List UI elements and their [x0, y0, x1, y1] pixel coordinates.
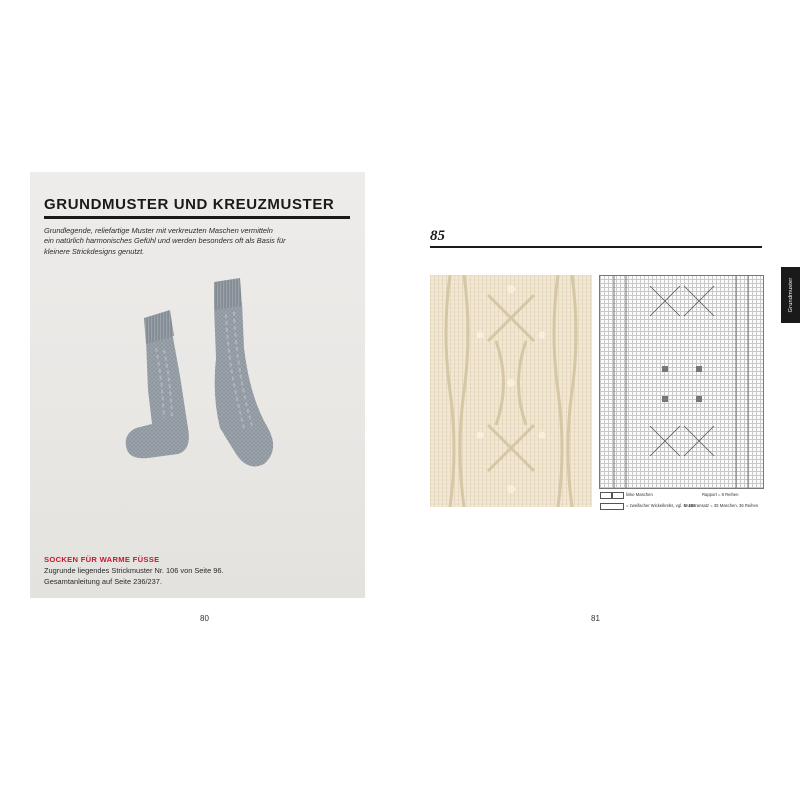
- socks-illustration: [118, 278, 278, 488]
- chart-symbols: [600, 276, 763, 488]
- pattern-number: 85: [430, 228, 445, 244]
- pattern-rule: [430, 246, 762, 248]
- section-side-tab: [781, 267, 800, 323]
- side-tab-label: Grundmuster: [787, 277, 794, 313]
- legend-text: linke Maschen: [626, 492, 653, 497]
- knit-swatch-photo: [430, 275, 592, 507]
- page-title: GRUNDMUSTER UND KREUZMUSTER: [44, 196, 335, 213]
- legend-symbol: [612, 492, 624, 499]
- intro-line: kleinere Strickdesigns genutzt.: [44, 246, 145, 256]
- swatch-texture: [430, 275, 592, 507]
- legend-text: = zweifacher Wickelkrebs, vgl. S. 152: [626, 503, 696, 508]
- knitting-chart: [599, 275, 764, 489]
- caption-line: Gesamtanleitung auf Seite 236/237.: [44, 577, 162, 586]
- intro-line: ein natürlich harmonisches Gefühl und werden besonders oft als Basis für: [44, 236, 286, 246]
- legend-symbol: [600, 492, 612, 499]
- page-number-right: 81: [591, 614, 600, 623]
- legend-text: Rapport = 8 Reihen: [702, 492, 739, 497]
- caption-line: Zugrunde liegendes Strickmuster Nr. 106 von Seite 96.: [44, 566, 224, 575]
- left-sock: [126, 310, 189, 458]
- legend-symbol: [600, 503, 624, 510]
- right-sock: [214, 278, 273, 466]
- title-rule: [44, 216, 350, 219]
- intro-text: [44, 226, 344, 257]
- legend-text: Musteransatz = 35 Maschen, 36 Reihen: [684, 503, 759, 508]
- intro-line: Grundlegende, reliefartige Muster mit verkreuzten Maschen vermitteln: [44, 226, 273, 235]
- page-number-left: 80: [200, 614, 209, 623]
- caption-title: SOCKEN FÜR WARME FÜSSE: [44, 555, 160, 564]
